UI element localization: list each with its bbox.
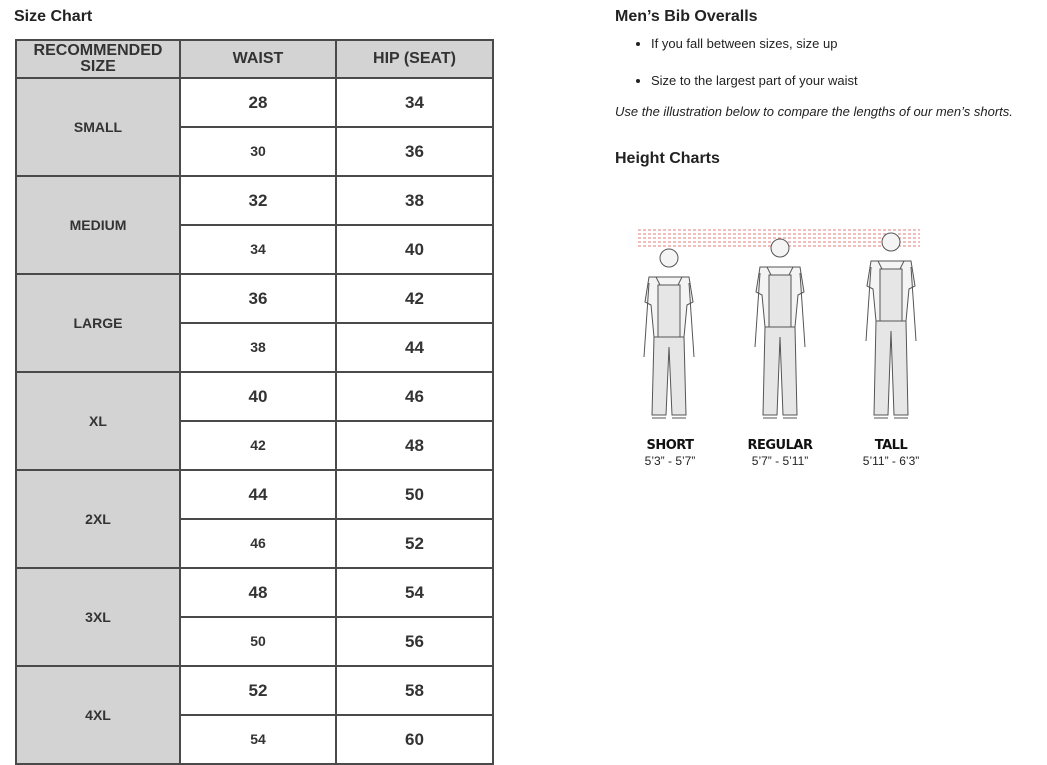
waist-value: 54 [180,715,336,764]
figure-tall-label: TALL 5’11” - 6’3” [862,438,920,468]
table-row [16,666,493,715]
tips-list [615,36,1045,88]
waist-value: 40 [180,372,336,421]
waist-value: 36 [180,274,336,323]
hip-value: 42 [336,274,493,323]
hip-value: 50 [336,470,493,519]
table-header-row [16,40,493,78]
figure-short-drawing [644,249,694,418]
hip-value: 58 [336,666,493,715]
table-row [16,470,493,519]
figure-regular-label: REGULAR 5’7” - 5’11” [747,438,813,468]
hip-value: 56 [336,617,493,666]
header-recommended-size: RECOMMENDED SIZE [16,40,180,78]
hip-value: 34 [336,78,493,127]
table-row [16,372,493,421]
header-waist: WAIST [180,40,336,78]
hip-value: 38 [336,176,493,225]
header-hip: HIP (SEAT) [336,40,493,78]
hip-value: 36 [336,127,493,176]
waist-value: 46 [180,519,336,568]
size-label: 4XL [16,666,180,764]
waist-value: 32 [180,176,336,225]
waist-value: 38 [180,323,336,372]
table-row [16,274,493,323]
table-row [16,78,493,127]
waist-value: 42 [180,421,336,470]
height-illustration [633,225,933,485]
waist-value: 50 [180,617,336,666]
hip-value: 40 [336,225,493,274]
hip-value: 46 [336,372,493,421]
hip-value: 52 [336,519,493,568]
waist-value: 48 [180,568,336,617]
tip-item: • Size to the largest part of your waist [651,73,1045,88]
hip-value: 48 [336,421,493,470]
waist-value: 44 [180,470,336,519]
figure-tall-drawing [866,233,916,418]
size-label: 3XL [16,568,180,666]
hip-value: 44 [336,323,493,372]
height-charts-title: Height Charts [615,150,720,167]
figure-regular-drawing [755,239,805,418]
size-chart-table [15,39,494,765]
size-label: MEDIUM [16,176,180,274]
hip-value: 60 [336,715,493,764]
bib-overalls-title: Men’s Bib Overalls [615,8,758,25]
waist-value: 52 [180,666,336,715]
illustration-note: Use the illustration below to compare the lengths of our men’s shorts. [615,104,1013,119]
overalls-figures-drawing [633,225,933,435]
size-chart-title: Size Chart [14,8,93,25]
size-label: SMALL [16,78,180,176]
hip-value: 54 [336,568,493,617]
figure-short-label: SHORT 5’3” - 5’7” [644,438,696,468]
tip-item: • If you fall between sizes, size up [651,36,1045,51]
table-row [16,568,493,617]
waist-value: 30 [180,127,336,176]
size-label: XL [16,372,180,470]
size-label: LARGE [16,274,180,372]
bib-overalls-panel [615,8,1045,168]
waist-value: 28 [180,78,336,127]
table-row [16,176,493,225]
size-label: 2XL [16,470,180,568]
waist-value: 34 [180,225,336,274]
